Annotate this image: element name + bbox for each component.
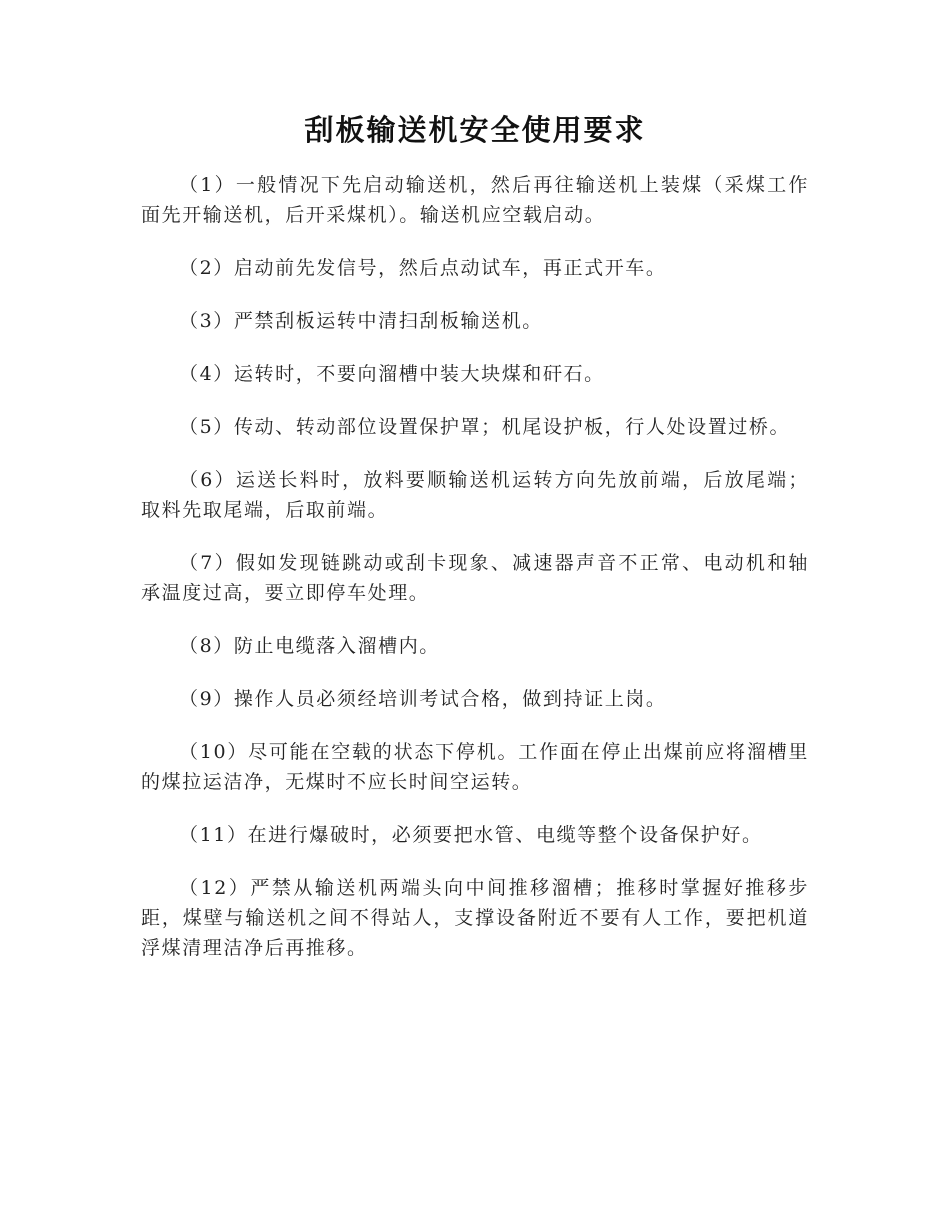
document-body <box>141 170 809 986</box>
paragraph-12: （12）严禁从输送机两端头向中间推移溜槽；推移时掌握好推移步距，煤壁与输送机之间不得站人，支撑设备附近不要有人工作，要把机道浮煤清理洁净后再推移。 <box>141 877 809 959</box>
paragraph-1: （1）一般情况下先启动输送机，然后再往输送机上装煤（采煤工作面先开输送机，后开采煤机）。输送机应空载启动。 <box>141 174 809 226</box>
paragraph-11: （11）在进行爆破时，必须要把水管、电缆等整个设备保护好。 <box>179 824 763 846</box>
paragraph-9: （9）操作人员必须经培训考试合格，做到持证上岗。 <box>179 688 667 710</box>
document-title: 刮板输送机安全使用要求 <box>304 113 646 147</box>
paragraph-3: （3）严禁刮板运转中清扫刮板输送机。 <box>179 310 543 332</box>
paragraph-5: （5）传动、转动部位设置保护罩；机尾设护板，行人处设置过桥。 <box>179 416 791 438</box>
paragraph-6: （6）运送长料时，放料要顺输送机运转方向先放前端，后放尾端；取料先取尾端，后取前端。 <box>141 469 809 521</box>
paragraph-2: （2）启动前先发信号，然后点动试车，再正式开车。 <box>179 257 667 279</box>
paragraph-8: （8）防止电缆落入溜槽内。 <box>179 635 440 657</box>
paragraph-4: （4）运转时，不要向溜槽中装大块煤和矸石。 <box>179 363 605 385</box>
paragraph-10: （10）尽可能在空载的状态下停机。工作面在停止出煤前应将溜槽里的煤拉运洁净，无煤时不应长时间空运转。 <box>141 741 809 793</box>
paragraph-7: （7）假如发现链跳动或刮卡现象、减速器声音不正常、电动机和轴承温度过高，要立即停车处理。 <box>141 552 809 604</box>
